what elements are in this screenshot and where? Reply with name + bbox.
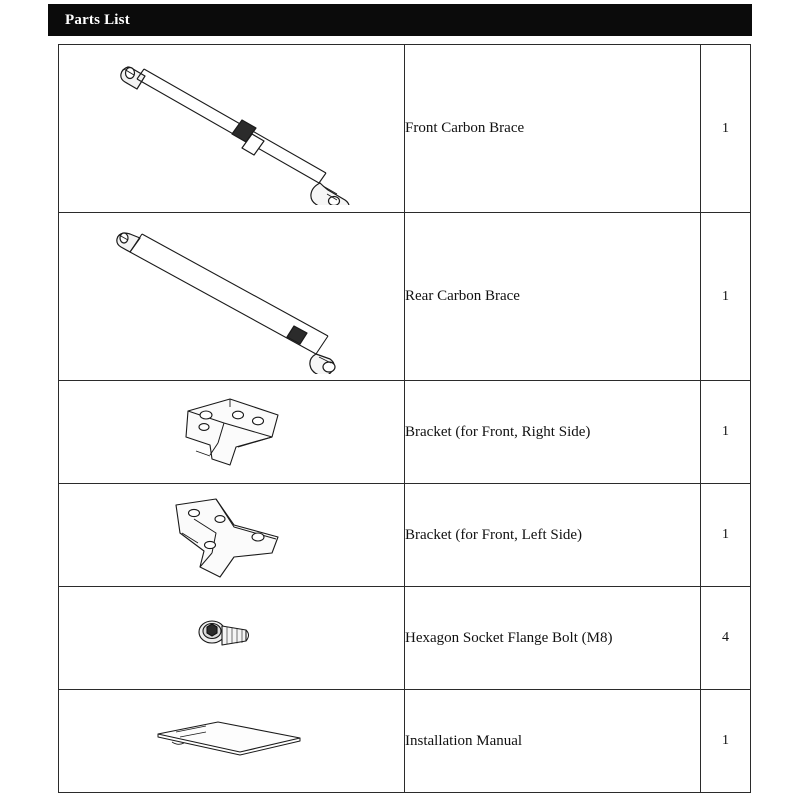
table-row — [59, 690, 751, 793]
rear-carbon-brace-diagram — [59, 219, 404, 374]
page-title: Parts List — [65, 11, 130, 28]
part-image-cell — [59, 45, 405, 213]
table-row — [59, 484, 751, 587]
part-qty: 1 — [701, 690, 751, 793]
parts-list-table — [58, 44, 751, 793]
part-name: Bracket (for Front, Right Side) — [405, 381, 701, 484]
part-image-cell — [59, 381, 405, 484]
bracket-front-left-diagram — [59, 489, 404, 581]
part-qty: 1 — [701, 213, 751, 381]
part-image-cell — [59, 587, 405, 690]
table-row — [59, 587, 751, 690]
bracket-front-right-diagram — [59, 389, 404, 475]
part-image-cell — [59, 213, 405, 381]
parts-list-title-bar — [48, 4, 752, 36]
part-name: Hexagon Socket Flange Bolt (M8) — [405, 587, 701, 690]
part-image-cell — [59, 484, 405, 587]
part-qty: 1 — [701, 381, 751, 484]
part-name: Rear Carbon Brace — [405, 213, 701, 381]
hexagon-socket-flange-bolt-diagram — [59, 608, 404, 668]
part-qty: 1 — [701, 45, 751, 213]
part-name: Bracket (for Front, Left Side) — [405, 484, 701, 587]
table-row — [59, 213, 751, 381]
table-row — [59, 381, 751, 484]
table-row — [59, 45, 751, 213]
part-image-cell — [59, 690, 405, 793]
part-qty: 1 — [701, 484, 751, 587]
part-name: Installation Manual — [405, 690, 701, 793]
part-qty: 4 — [701, 587, 751, 690]
installation-manual-diagram — [59, 710, 404, 772]
part-name: Front Carbon Brace — [405, 45, 701, 213]
front-carbon-brace-diagram — [59, 53, 404, 205]
